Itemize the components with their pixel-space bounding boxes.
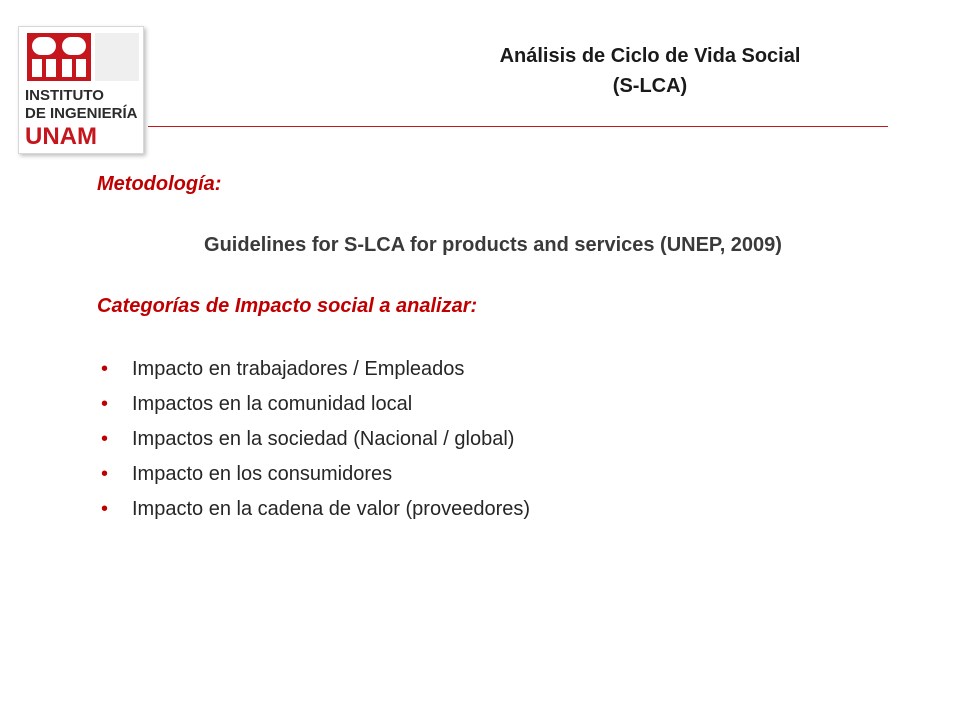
- list-item-text: Impactos en la sociedad (Nacional / global): [132, 428, 515, 450]
- logo-text-instituto: INSTITUTO: [25, 87, 104, 104]
- bullet-icon: •: [101, 358, 109, 380]
- title-divider: [148, 126, 888, 127]
- bullet-icon: •: [101, 463, 109, 485]
- unam-logo-mark-icon: [27, 33, 91, 81]
- methodology-heading: Metodología:: [97, 173, 222, 195]
- logo-gray-panel: [95, 33, 139, 81]
- bullet-icon: •: [101, 498, 109, 520]
- institute-logo: [18, 26, 144, 154]
- slide-title-line2: (S-LCA): [612, 75, 688, 97]
- categories-heading: Categorías de Impacto social a analizar:: [97, 295, 478, 317]
- list-item-text: Impacto en la cadena de valor (proveedores): [132, 498, 531, 520]
- list-item-text: Impactos en la comunidad local: [132, 393, 413, 415]
- logo-text-unam: UNAM: [25, 123, 97, 150]
- logo-text-ingenieria: DE INGENIERÍA: [25, 105, 138, 122]
- slide-title-line1: Análisis de Ciclo de Vida Social: [499, 45, 801, 67]
- list-item-text: Impacto en los consumidores: [132, 463, 393, 485]
- list-item-text: Impacto en trabajadores / Empleados: [132, 358, 465, 380]
- bullet-icon: •: [101, 393, 109, 415]
- guidelines-reference: Guidelines for S-LCA for products and services (UNEP, 2009): [204, 234, 782, 256]
- bullet-icon: •: [101, 428, 109, 450]
